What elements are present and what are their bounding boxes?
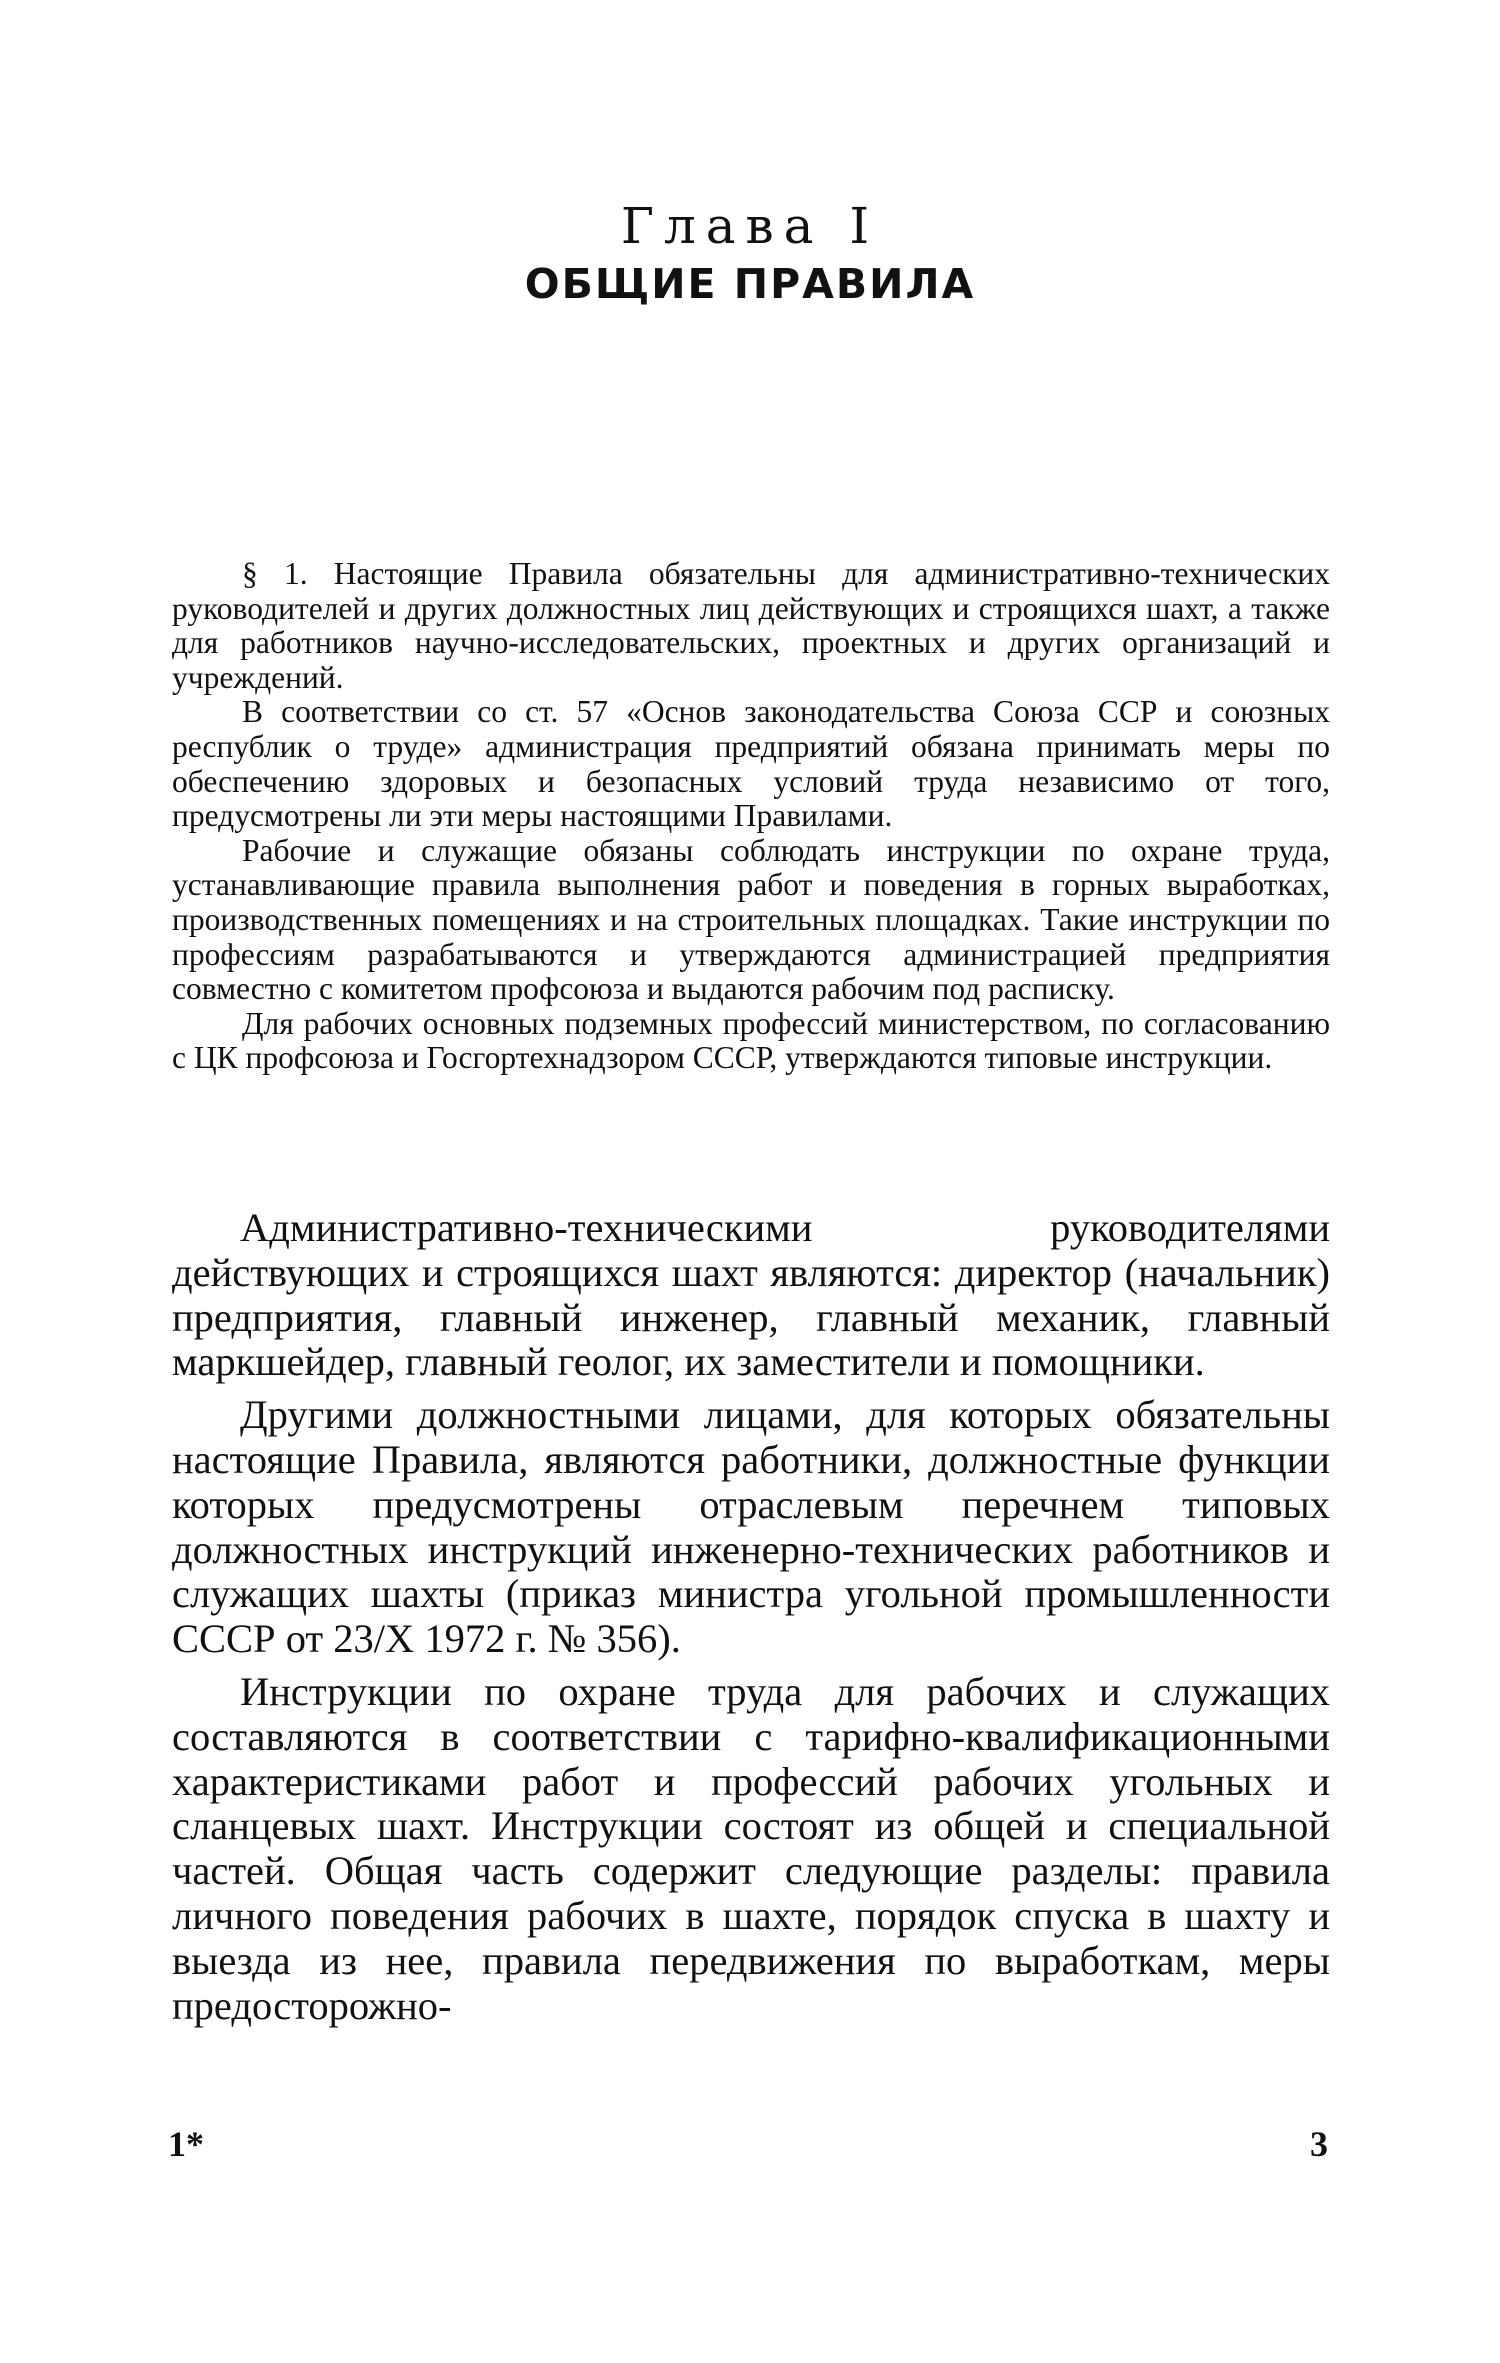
chapter-label: Глава I	[620, 197, 880, 255]
large-print-section	[172, 1206, 1330, 2028]
paragraph-section-1: § 1. Настоящие Правила обязательны для административно-технических руководителей и других должностных лиц действующих и строящихся шахт, а также для работников научно-исследовательских, проектных и других организаций и учреждений.	[172, 556, 1330, 695]
signature-mark: 1*	[168, 2124, 204, 2164]
small-print-section	[172, 557, 1330, 1076]
paragraph-article-57: В соответствии со ст. 57 «Основ законодательства Союза ССР и союзных республик о труде» администрация предприятий обязана принимать меры по обеспечению здоровых и безопасных условий труда независимо от того, предусмотрены ли эти меры настоящими Правилами.	[172, 694, 1330, 834]
page-number: 3	[1310, 2124, 1328, 2164]
paragraph-typical-instructions: Для рабочих основных подземных профессий министерством, по согласованию с ЦК профсоюза и Госгортехнадзором СССР, утверждаются типовые инструкции.	[172, 1005, 1330, 1076]
paragraph-labor-instructions: Инструкции по охране труда для рабочих и служащих составляются в соответствии с тарифно-квалификационными характеристиками работ и профессий рабочих угольных и сланцевых шахт. Инструкции состоят из общей и специальной частей. Общая часть содержит следующие разделы: правила личного поведения рабочих в шахте, порядок спуска в шахту и выезда из нее, правила передвижения по выработкам, меры предосторожно-	[172, 1668, 1330, 2028]
paragraph-managers: Административно-техническими руководителями действующих и строящихся шахт являются: директор (начальник) предприятия, главный инженер, главный механик, главный маркшейдер, главный геолог, их заместители и помощники.	[172, 1205, 1330, 1385]
chapter-title: ОБЩИЕ ПРАВИЛА	[524, 260, 976, 308]
paragraph-officials: Другими должностными лицами, для которых обязательны настоящие Правила, являются работники, должностные функции которых предусмотрены отраслевым перечнем типовых должностных инструкций инженерно-технических работников и служащих шахты (приказ министра угольной промышленности СССР от 23/X 1972 г. № 356).	[172, 1392, 1330, 1662]
paragraph-workers-instructions: Рабочие и служащие обязаны соблюдать инструкции по охране труда, устанавливающие правила выполнения работ и поведения в горных выработках, производственных помещениях и на строительных площадках. Такие инструкции по профессиям разрабатываются и утверждаются администрацией предприятия совместно с комитетом профсоюза и выдаются рабочим под расписку.	[172, 832, 1330, 1007]
